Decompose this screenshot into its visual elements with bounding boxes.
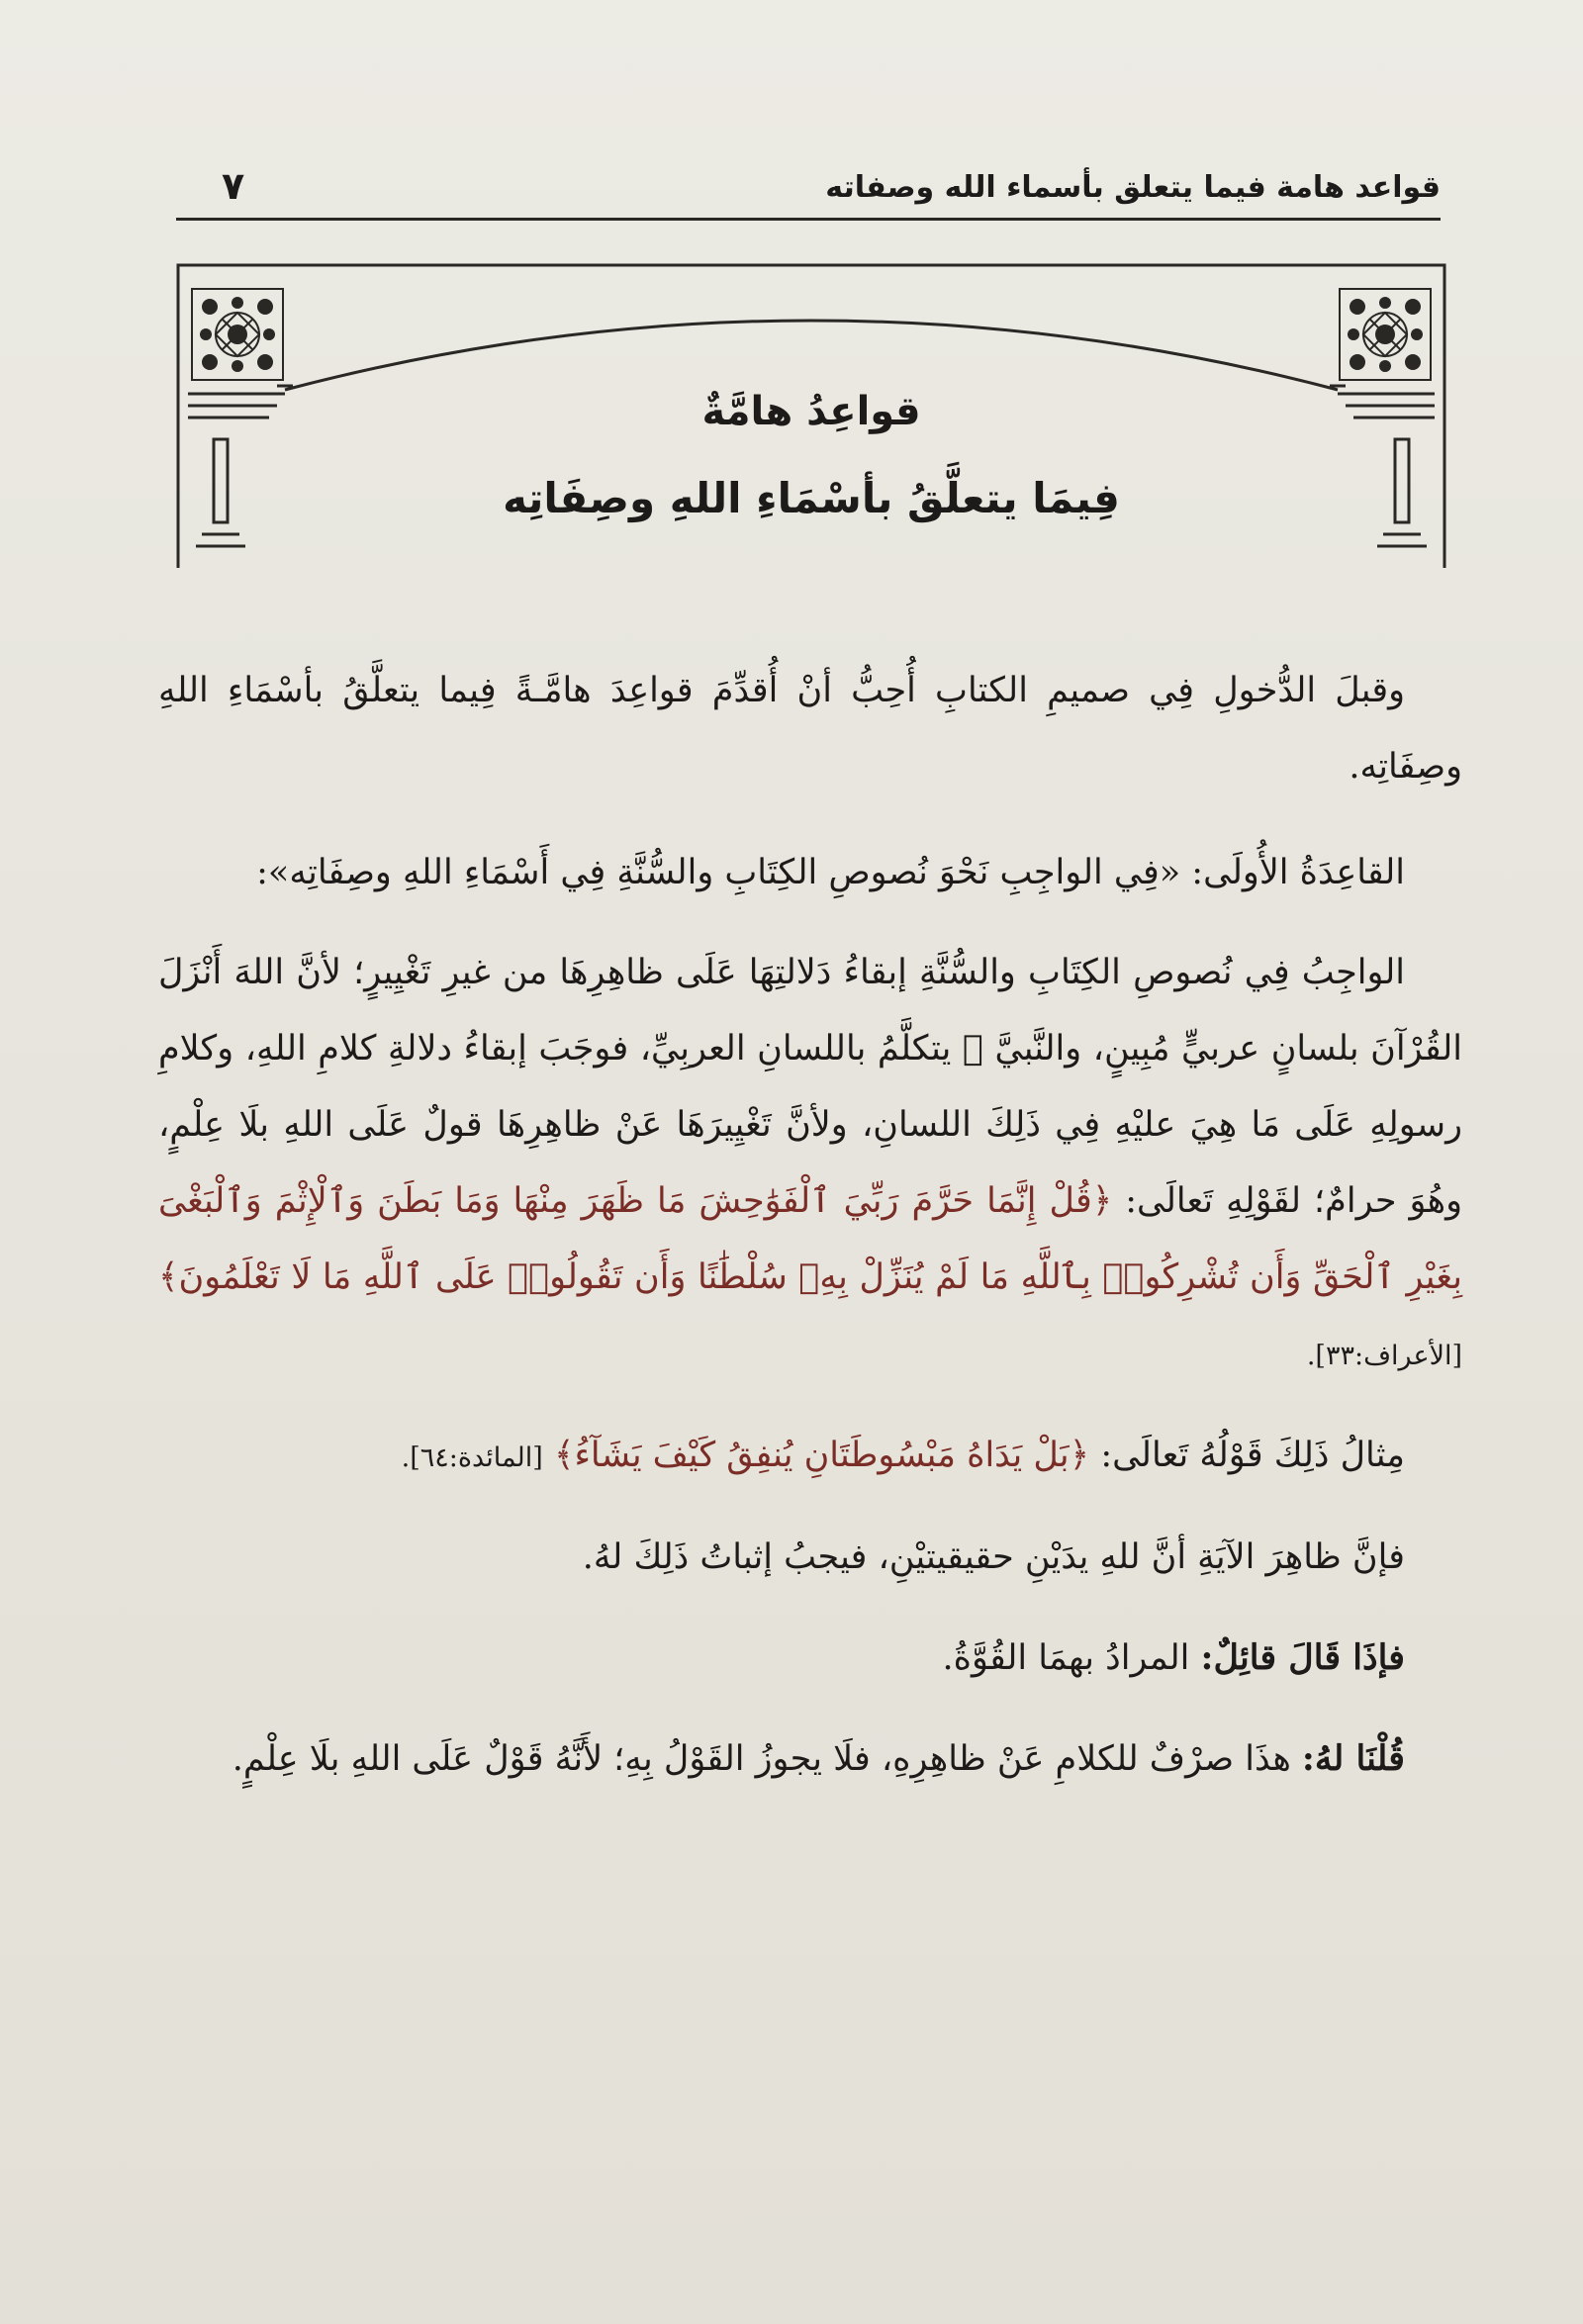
example-label: مِثالُ ذَلِكَ قَوْلُهُ تَعالَى: [1100,1436,1405,1475]
right-rosette-icon [1340,289,1431,380]
objection-label: فإذَا قَالَ قائِلٌ: [1200,1637,1405,1678]
quran-open-bracket: ﴿ [1069,1436,1090,1475]
rule-1-text: الواجِبُ فِي نُصوصِ الكِتَابِ والسُّنَّةِ إبقاءُ دَلالتِهَا عَلَى ظاهِرِهَا من غيرِ تَغْيِيرٍ؛ لأنَّ اللهَ أَنْزَلَ القُرْآنَ بلسانٍ عربيٍّ مُبِينٍ، والنَّبيَّ ﷺ يتكلَّمُ باللسانِ العربِيِّ، فوجَبَ إبقاءُ دلالةِ كلامِ اللهِ، وكلامِ رسولِهِ عَلَى مَا هِيَ عليْهِ فِي ذَلِكَ اللسانِ، ولأنَّ تَغْيِيرَهَا عَنْ ظاهِرِهَا قولٌ عَلَى اللهِ بلَا عِلْمٍ، وهُوَ حرامٌ؛ لقَوْلِهِ تَعالَى: [158,953,1462,1221]
body-text [158,653,1462,1821]
chapter-title-line-2: فِيمَا يتعلَّقُ بأسْمَاءِ اللهِ وصِفَاتِه [503,474,1120,522]
apparent-meaning-paragraph: فإنَّ ظاهِرَ الآيَةِ أنَّ للهِ يدَيْنِ حقيقيتيْنِ، فيجبُ إثباتُ ذَلِكَ لهُ. [582,1537,1405,1577]
chapter-title-line-1: قواعِدُ هامَّةٌ [701,389,921,434]
rule-1-label: القاعِدَةُ الأُولَى: [1191,853,1405,892]
reply-label: قُلْنَا لهُ: [1301,1738,1405,1779]
intro-paragraph: وقبلَ الدُّخولِ فِي صميمِ الكتابِ أُحِبُّ أنْ أُقدِّمَ قواعِدَ هامَّـةً فِيما يتعلَّقُ بأسْمَاءِ اللهِ وصِفَاتِه. [158,671,1462,787]
chapter-title-frame [176,263,1446,570]
quran-close-bracket: ﴾ [553,1436,575,1475]
quran-open-bracket: ﴿ [1091,1181,1113,1221]
page-number: ٧ [222,164,245,208]
verse-reference-araf: [الأعراف:٣٣]. [1306,1341,1462,1371]
rule-1-paragraph [158,935,1462,1394]
running-header [176,166,1441,218]
quran-verse-araf: قُلْ إِنَّمَا حَرَّمَ رَبِّيَ ٱلْفَوَٰحِشَ مَا ظَهَرَ مِنْهَا وَمَا بَطَنَ وَٱلْإِثْمَ وَٱلْبَغْىَ بِغَيْرِ ٱلْحَقِّ وَأَن تُشْرِكُوا۟ بِٱللَّهِ مَا لَمْ يُنَزِّلْ بِهِۦ سُلْطَٰنًا وَأَن تَقُولُوا۟ عَلَى ٱللَّهِ مَا لَا تَعْلَمُونَ [158,1181,1462,1297]
rule-1-heading [158,835,1462,911]
header-rule [176,218,1441,221]
rule-1-title: «فِي الواجِبِ نَحْوَ نُصوصِ الكِتَابِ والسُّنَّةِ فِي أَسْمَاءِ اللهِ وصِفَاتِه»: [256,853,1181,892]
running-title: قواعد هامة فيما يتعلق بأسماء الله وصفاته [825,170,1441,205]
left-rosette-icon [192,289,283,380]
quran-close-bracket: ﴾ [158,1257,179,1297]
verse-reference-maidah: [المائدة:٦٤]. [401,1442,543,1473]
quran-verse-maidah: بَلْ يَدَاهُ مَبْسُوطَتَانِ يُنفِقُ كَيْفَ يَشَآءُ [574,1436,1070,1475]
reply-paragraph [158,1720,1462,1798]
objection-paragraph [158,1620,1462,1697]
objection-text: المرادُ بهمَا القُوَّةُ. [942,1638,1190,1678]
reply-text: هذَا صرْفٌ للكلامِ عَنْ ظاهِرِهِ، فلَا يجوزُ القَوْلُ بِهِ؛ لأَنَّهُ قَوْلٌ عَلَى اللهِ بلَا عِلْمٍ. [232,1739,1291,1779]
example-paragraph [158,1418,1462,1496]
